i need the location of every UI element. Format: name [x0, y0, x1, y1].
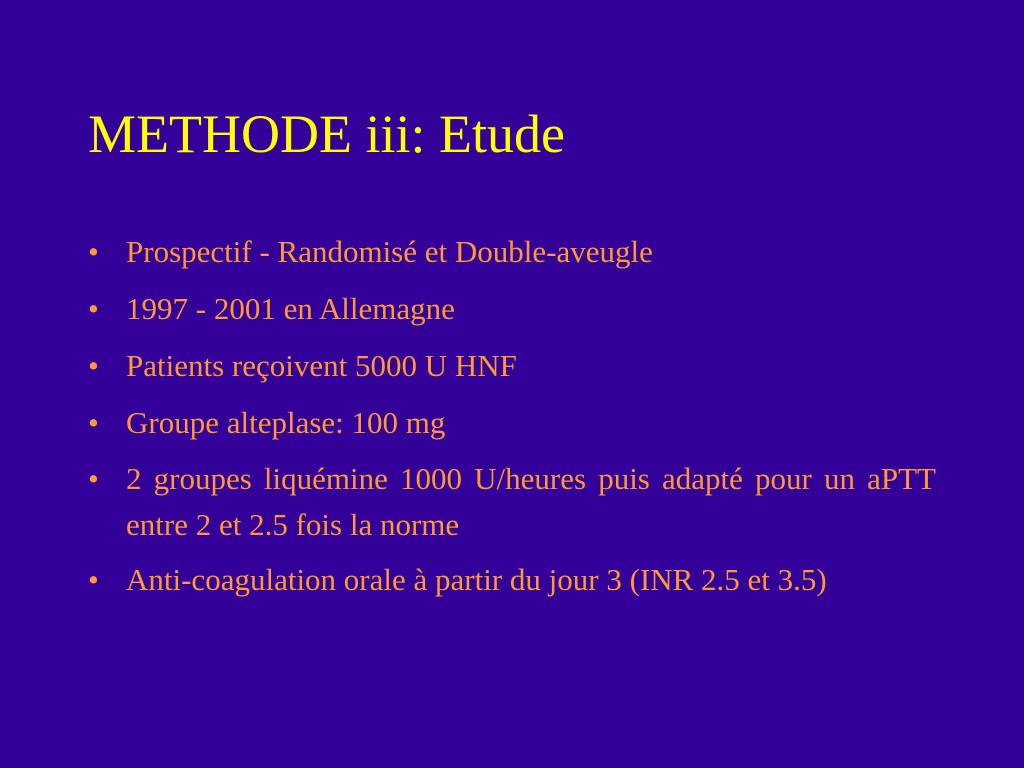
- bullet-text: 2 groupes liquémine 1000 U/heures puis adapté pour un aPTT entre 2 et 2.5 fois la norme: [126, 461, 936, 542]
- bullet-item: [88, 285, 936, 333]
- bullet-text: Anti-coagulation orale à partir du jour 3 (INR 2.5 et 3.5): [126, 562, 827, 597]
- bullet-item: [88, 557, 936, 603]
- bullet-item: [88, 228, 936, 276]
- bullet-icon: •: [88, 348, 99, 383]
- bullet-icon: •: [88, 461, 99, 496]
- bullet-text: Groupe alteplase: 100 mg: [126, 405, 446, 440]
- bullet-icon: •: [88, 291, 99, 326]
- bullet-text: 1997 - 2001 en Allemagne: [126, 291, 455, 326]
- bullet-icon: •: [88, 562, 99, 597]
- bullet-item: [88, 456, 936, 548]
- bullet-icon: •: [88, 234, 99, 269]
- bullet-text: Patients reçoivent 5000 U HNF: [126, 348, 517, 383]
- bullet-text: Prospectif - Randomisé et Double-aveugle: [126, 234, 653, 269]
- bullet-item: [88, 342, 936, 390]
- bullet-list: [88, 228, 936, 612]
- bullet-icon: •: [88, 405, 99, 440]
- slide-title: METHODE iii: Etude: [88, 104, 565, 164]
- bullet-item: [88, 399, 936, 447]
